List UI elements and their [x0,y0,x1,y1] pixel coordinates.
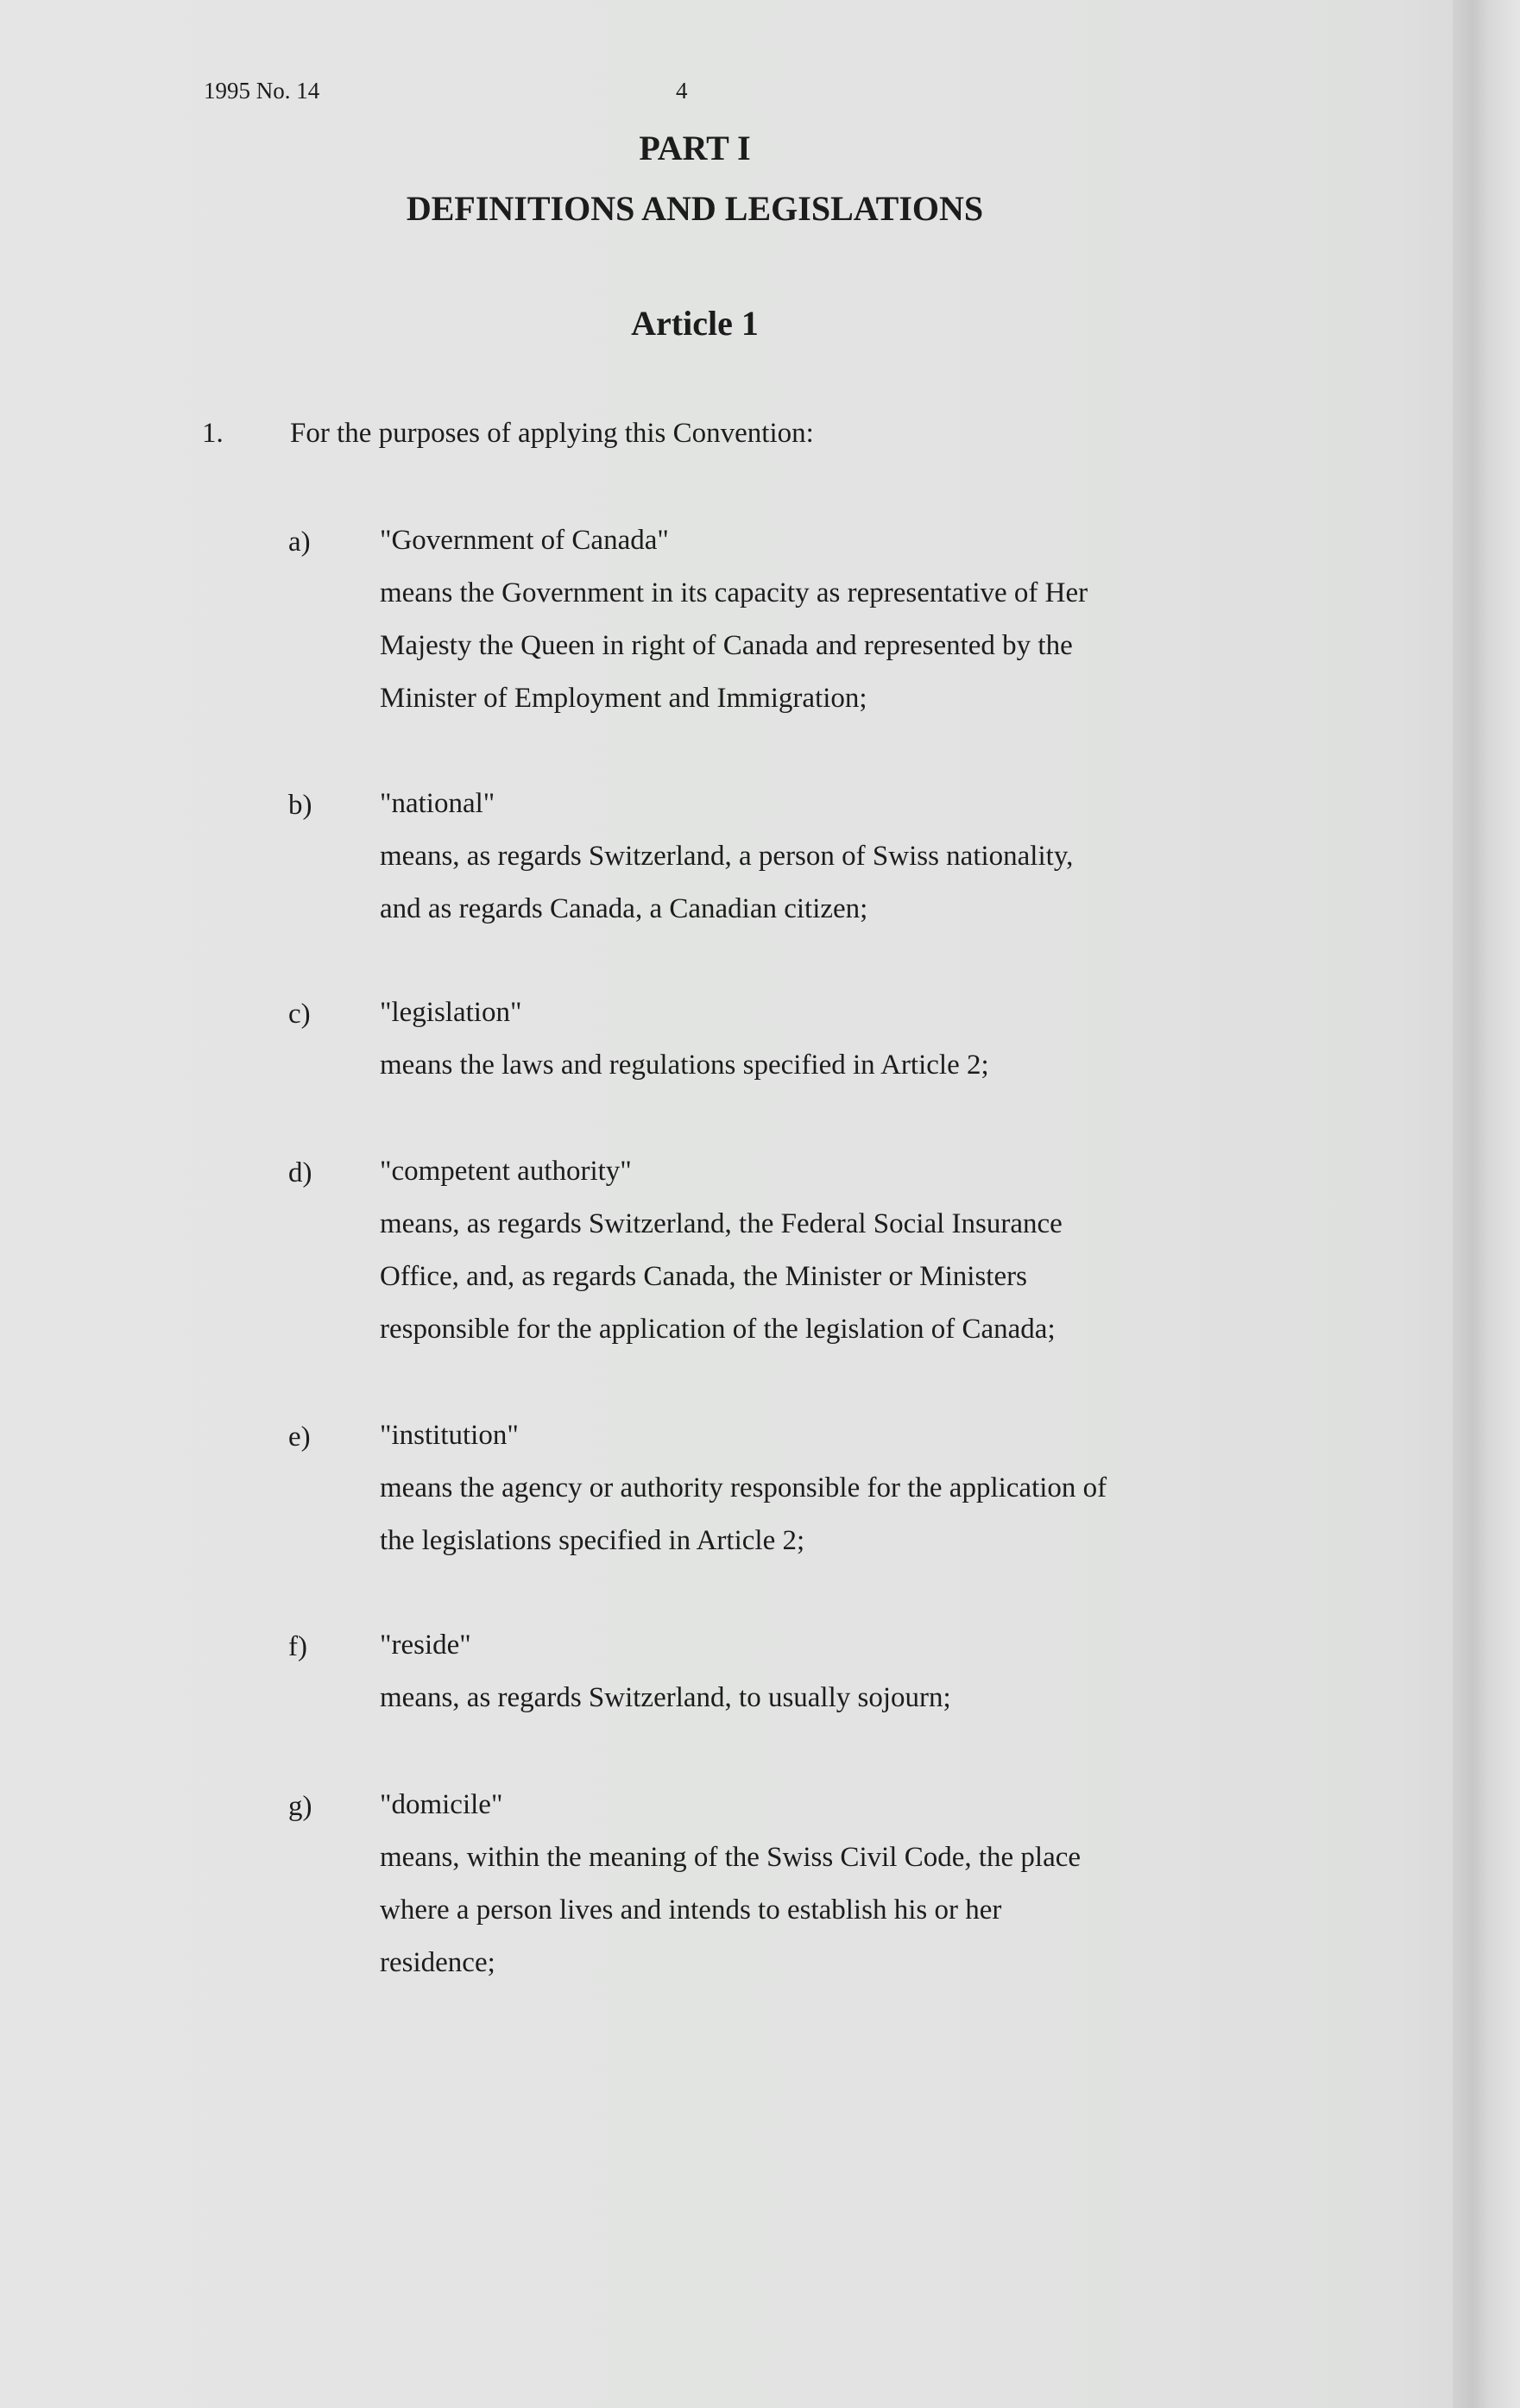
definition-term: "institution" [380,1420,519,1451]
definition-line: means, as regards Switzerland, to usually sojourn; [380,1682,951,1713]
definition-letter: d) [288,1157,312,1188]
section-title: DEFINITIONS AND LEGISLATIONS [406,189,984,228]
definition-body [380,526,1208,725]
definition-line: means the Government in its capacity as representative of Her [380,577,1088,608]
definition-line: means, as regards Switzerland, the Federal Social Insurance [380,1208,1063,1239]
definition-line: means, within the meaning of the Swiss Civil Code, the place [380,1842,1082,1873]
paragraph-intro: For the purposes of applying this Convention: [290,418,814,449]
definition-body [380,1421,1208,1567]
definition-line: residence; [380,1947,495,1978]
document-reference: 1995 No. 14 [204,78,320,104]
definition-body [380,790,1208,936]
paragraph-number: 1. [202,418,224,449]
definition-term: "domicile" [380,1789,503,1820]
definition-body [380,1791,1208,1989]
part-title: PART I [639,129,751,167]
definition-letter: e) [288,1421,311,1453]
definition-line: Minister of Employment and Immigration; [380,683,867,714]
definition-body [380,999,1208,1092]
definition-term: "reside" [380,1629,471,1661]
definition-term: "legislation" [380,997,522,1028]
definition-line: Office, and, as regards Canada, the Minister or Ministers [380,1261,1027,1292]
definition-line: where a person lives and intends to establish his or her [380,1894,1002,1926]
definition-line: means the agency or authority responsible for the application of [380,1472,1107,1503]
definition-body [380,1631,1208,1724]
definition-line: and as regards Canada, a Canadian citizen; [380,893,868,924]
definition-line: the legislations specified in Article 2; [380,1525,805,1556]
definition-term: "competent authority" [380,1156,632,1187]
definition-line: responsible for the application of the legislation of Canada; [380,1314,1056,1345]
definition-line: means, as regards Switzerland, a person of Swiss nationality, [380,841,1074,872]
definition-term: "national" [380,788,495,819]
page-spine-shadow [1453,0,1520,2408]
definition-letter: a) [288,526,311,558]
definition-line: Majesty the Queen in right of Canada and represented by the [380,630,1073,661]
definition-line: means the laws and regulations specified in Article 2; [380,1050,989,1081]
page-number: 4 [676,78,688,104]
definition-letter: g) [288,1791,312,1822]
definition-letter: b) [288,790,312,821]
definition-letter: f) [288,1631,307,1662]
article-title: Article 1 [631,304,759,343]
definition-term: "Government of Canada" [380,525,669,556]
definition-body [380,1157,1208,1356]
definition-letter: c) [288,999,311,1030]
